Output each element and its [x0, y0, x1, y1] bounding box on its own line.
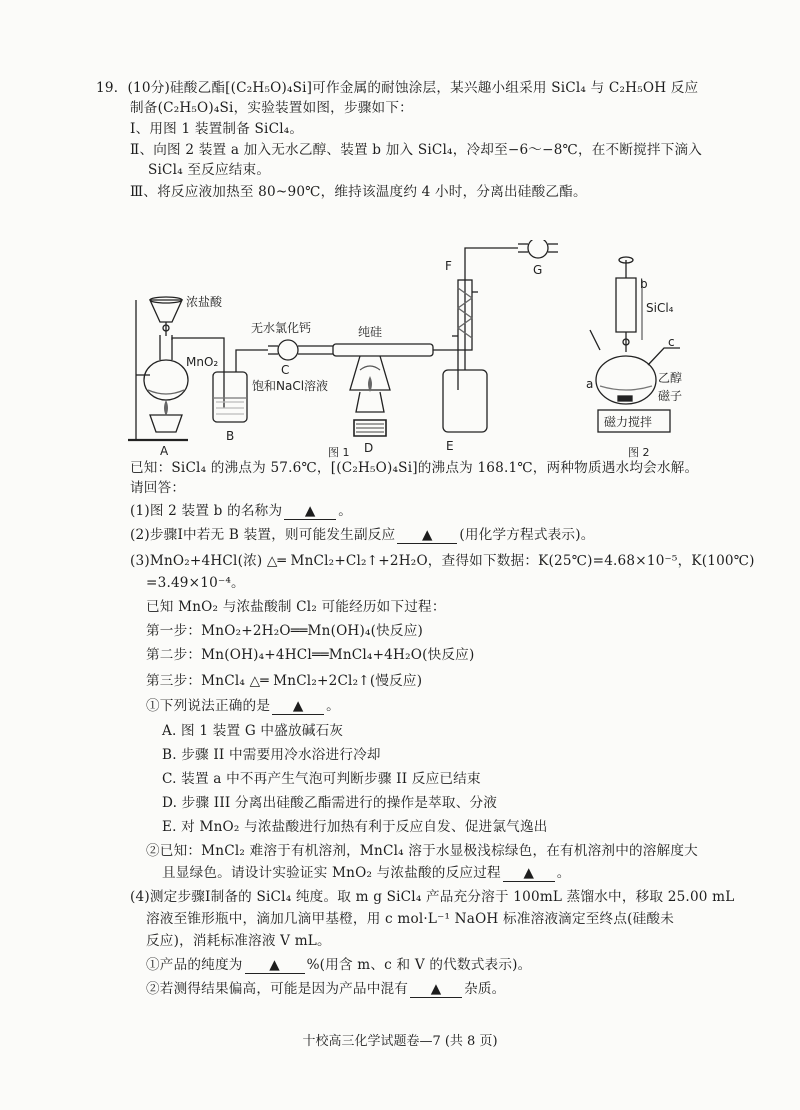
label-E: E: [446, 439, 454, 453]
fig1-caption: 图 1: [328, 446, 350, 459]
line-text: (1)图 2 装置 b 的名称为: [130, 503, 283, 519]
answer-blank[interactable]: ▲: [284, 503, 336, 520]
label-nacl: 饱和NaCl溶液: [252, 379, 329, 393]
label-a: a: [586, 377, 594, 391]
label-D: D: [364, 441, 374, 455]
burner-d: [356, 392, 384, 412]
line-text: 请回答：: [130, 480, 186, 496]
line-text: ②若测得结果偏高，可能是因为产品中混有: [146, 981, 409, 997]
text-line-opt-b: [162, 745, 381, 765]
burner-a: [150, 415, 182, 432]
line-text: Ⅱ、向图 2 装置 a 加入无水乙醇、装置 b 加入 SiCl₄，冷却至−6～−8℃，在不断搅拌下滴入: [130, 142, 703, 158]
fig2-caption: 图 2: [628, 446, 650, 459]
line-text: ②已知：MnCl₂ 难溶于有机溶剂，MnCl₄ 溶于水显极浅棕绿色，在有机溶剂中的溶解度大: [146, 843, 698, 859]
text-line-step-2b: [148, 160, 270, 180]
line-text: E. 对 MnO₂ 与浓盐酸进行加热有利于反应自发、促进氯气逸出: [162, 819, 548, 835]
page-footer: 十校高三化学试题卷—7 (共 8 页): [302, 1034, 498, 1049]
line-text: (2)步骤Ⅰ中若无 B 装置，则可能发生副反应: [130, 527, 396, 543]
text-line-q4: [130, 887, 735, 907]
stir-bar: [618, 396, 632, 401]
label-mno2: MnO₂: [186, 355, 219, 369]
line-text: Ⅲ、将反应液加热至 80~90℃，维持该温度约 4 小时，分离出硅酸乙酯。: [130, 184, 587, 200]
reaction-tube-d: [333, 344, 433, 356]
text-line-q19-title: [96, 78, 698, 98]
label-magnet: 磁子: [658, 389, 683, 403]
line-text: 制备(C₂H₅O)₄Si，实验装置如图，步骤如下：: [130, 100, 413, 116]
line-text: B. 步骤 II 中需要用冷水浴进行冷却: [162, 747, 381, 763]
constant-pressure-funnel-b: [616, 278, 636, 332]
text-line-opt-e: [162, 817, 548, 837]
label-F: F: [445, 259, 452, 273]
label-stirrer: 磁力搅拌: [604, 415, 653, 429]
label-A: A: [160, 444, 169, 458]
text-line-opt-c: [162, 769, 481, 789]
line-text: 溶液至锥形瓶中，滴加几滴甲基橙，用 c mol·L⁻¹ NaOH 标准溶液滴定至终点(硅酸未: [146, 911, 675, 927]
tube-f-g: [465, 248, 518, 262]
label-sicl4: SiCl₄: [646, 301, 674, 315]
text-line-q3-2: [146, 841, 698, 861]
text-line-q4-1: [146, 955, 531, 975]
label-b: b: [640, 277, 648, 291]
side-neck-left: [590, 330, 600, 350]
answer-blank[interactable]: ▲: [272, 698, 324, 715]
text-line-opt-d: [162, 793, 497, 813]
label-cacl2: 无水氯化钙: [251, 321, 312, 335]
side-neck-c: [648, 348, 680, 365]
answer-blank[interactable]: ▲: [410, 981, 462, 998]
answer-blank[interactable]: ▲: [503, 865, 555, 882]
line-text-after: %(用含 m、c 和 V 的代数式表示)。: [306, 957, 532, 973]
text-line-q4-2: [146, 979, 505, 999]
apparatus-figure: [128, 240, 688, 465]
line-text: 且显绿色。请设计实验证实 MnO₂ 与浓盐酸的反应过程: [162, 865, 501, 881]
label-conc-hcl: 浓盐酸: [186, 295, 223, 309]
line-text: 第三步：MnCl₄ △═ MnCl₂+2Cl₂↑(慢反应): [146, 673, 423, 689]
line-text: 已知 MnO₂ 与浓盐酸制 Cl₂ 可能经历如下过程：: [146, 599, 446, 615]
line-text: A. 图 1 装置 G 中盛放碱石灰: [162, 723, 344, 739]
text-line-q1: [130, 501, 352, 521]
line-text-after: 。: [326, 698, 340, 714]
label-B: B: [226, 429, 235, 443]
line-text-after: 。: [338, 503, 353, 519]
drying-tube-c: [278, 340, 298, 360]
tube-b-c: [236, 350, 268, 372]
label-ethanol: 乙醇: [658, 371, 683, 385]
label-c: c: [668, 335, 675, 349]
text-line-q3-s3: [146, 671, 422, 691]
text-line-q3-1: [146, 696, 340, 716]
text-line-q3: [130, 551, 755, 571]
line-text: ①下列说法正确的是: [146, 698, 271, 714]
line-text: =3.49×10⁻⁴。: [146, 575, 245, 591]
line-text: 19．(10分)硅酸乙酯[(C₂H₅O)₄Si]可作金属的耐蚀涂层，某兴趣小组采用 SiCl₄ 与 C₂H₅OH 反应: [96, 80, 699, 96]
line-text-after: (用化学方程式表示)。: [459, 527, 595, 543]
line-text: D. 步骤 III 分离出硅酸乙酯需进行的操作是萃取、分液: [162, 795, 498, 811]
text-line-step-3: [130, 182, 587, 202]
label-G: G: [533, 263, 543, 277]
line-text: Ⅰ、用图 1 装置制备 SiCl₄。: [130, 121, 304, 137]
line-text: (4)测定步骤Ⅰ制备的 SiCl₄ 纯度。取 m g SiCl₄ 产品充分溶于 100mL 蒸馏水中，移取 25.00 mL: [130, 889, 735, 905]
text-line-opt-a: [162, 721, 343, 741]
line-text-after: 。: [556, 865, 571, 881]
text-line-q4-c: [146, 931, 331, 951]
answer-blank[interactable]: ▲: [245, 957, 305, 974]
line-text: 第一步：MnO₂+2H₂O══Mn(OH)₄(快反应): [146, 623, 424, 639]
line-text: ①产品的纯度为: [146, 957, 243, 973]
text-line-q3-s2: [146, 645, 474, 665]
line-text: SiCl₄ 至反应结束。: [148, 162, 271, 178]
text-line-q4-b: [146, 909, 674, 929]
line-text: C. 装置 a 中不再产生气泡可判断步骤 II 反应已结束: [162, 771, 481, 787]
line-text: 反应)，消耗标准溶液 V mL。: [146, 933, 331, 949]
text-line-step-1: [130, 119, 303, 139]
collection-flask-e: [443, 370, 487, 432]
label-C: C: [281, 363, 290, 377]
answer-blank[interactable]: ▲: [397, 527, 457, 544]
text-line-answer-prompt: [130, 478, 185, 498]
text-line-step-2: [130, 140, 702, 160]
text-line-q3-b: [146, 573, 245, 593]
line-text: (3)MnO₂+4HCl(浓) △═ MnCl₂+Cl₂↑+2H₂O，查得如下数据：K(25℃)=4.68×10⁻⁵，K(100℃): [130, 553, 755, 569]
line-text-after: 杂质。: [464, 981, 506, 997]
text-line-q3-c: [146, 597, 446, 617]
apparatus-diagram: [128, 240, 688, 465]
flame-a-icon: [164, 400, 168, 416]
text-line-q3-s1: [146, 621, 423, 641]
text-line-q2: [130, 525, 595, 545]
line-text: 已知：SiCl₄ 的沸点为 57.6℃，[(C₂H₅O)₄Si]的沸点为 168.1℃，两种物质遇水均会水解。: [130, 460, 699, 476]
line-text: 第二步：Mn(OH)₄+4HCl══MnCl₄+4H₂O(快反应): [146, 647, 475, 663]
label-pure-si: 纯硅: [358, 325, 383, 339]
drying-tube-g: [528, 240, 548, 258]
text-line-q3-2b: [162, 863, 571, 883]
text-line-q19-title-2: [130, 98, 413, 118]
